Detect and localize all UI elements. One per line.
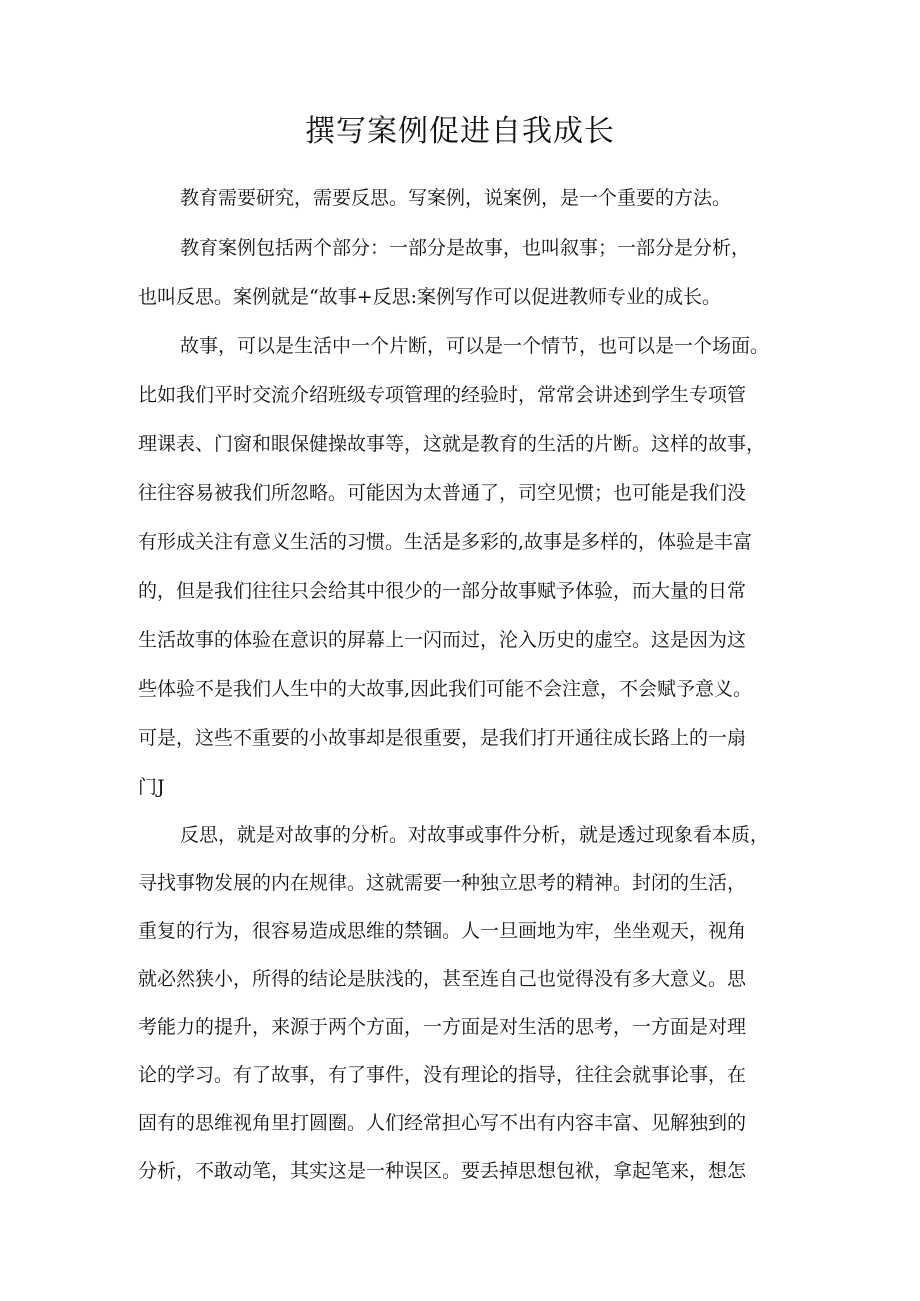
paragraph-2-line-1: 教育案例包括两个部分：一部分是故事，也叫叙事；一部分是分析， [180,237,751,259]
paragraph-3-line-4: 往往容易被我们所忽略。可能因为太普通了，司空见惯；也可能是我们没 [138,482,747,504]
paragraph-4-line-8: 分析，不敢动笔，其实这是一种误区。要丢掉思想包袱，拿起笔来，想怎 [138,1160,747,1182]
paragraph-3-line-5: 有形成关注有意义生活的习惯。生活是多彩的,故事是多样的，体验是丰富 [138,531,753,553]
paragraph-1-line-1: 教育需要研究，需要反思。写案例，说案例，是一个重要的方法。 [180,187,732,209]
paragraph-3-line-2: 比如我们平时交流介绍班级专项管理的经验时，常常会讲述到学生专项管 [138,384,747,406]
document-title: 撰写案例促进自我成长 [305,114,615,149]
paragraph-3-line-10: 门J [138,776,165,798]
paragraph-2-line-2: 也叫反思。案例就是“故事+反思:案例写作可以促进教师专业的成长。 [138,286,722,308]
paragraph-3-line-8: 些体验不是我们人生中的大故事,因此我们可能不会注意，不会赋予意义。 [138,678,753,700]
paragraph-3-line-3: 理课表、门窗和眼保健操故事等，这就是教育的生活的片断。这样的故事， [138,433,766,455]
paragraph-4-line-3: 重复的行为，很容易造成思维的禁锢。人一旦画地为牢，坐坐观天，视角 [138,920,747,942]
paragraph-3-line-7: 生活故事的体验在意识的屏幕上一闪而过，沦入历史的虚空。这是因为这 [138,629,747,651]
paragraph-4-line-5: 考能力的提升，来源于两个方面，一方面是对生活的思考，一方面是对理 [138,1016,747,1038]
paragraph-3-line-9: 可是，这些不重要的小故事却是很重要，是我们打开通往成长路上的一扇 [138,727,747,749]
paragraph-4-line-1: 反思，就是对故事的分析。对故事或事件分析，就是透过现象看本质， [180,824,770,846]
paragraph-4-line-6: 论的学习。有了故事，有了事件，没有理论的指导，往往会就事论事，在 [138,1064,747,1086]
paragraph-3-line-1: 故事，可以是生活中一个片断，可以是一个情节，也可以是一个场面。 [180,335,770,357]
paragraph-3-line-6: 的，但是我们往往只会给其中很少的一部分故事赋予体验，而大量的日常 [138,580,747,602]
paragraph-4-line-2: 寻找事物发展的内在规律。这就需要一种独立思考的精神。封闭的生活， [138,872,747,894]
paragraph-4-line-4: 就必然狭小，所得的结论是肤浅的，甚至连自己也觉得没有多大意义。思 [138,968,747,990]
paragraph-4-line-7: 固有的思维视角里打圆圈。人们经常担心写不出有内容丰富、见解独到的 [138,1112,747,1134]
